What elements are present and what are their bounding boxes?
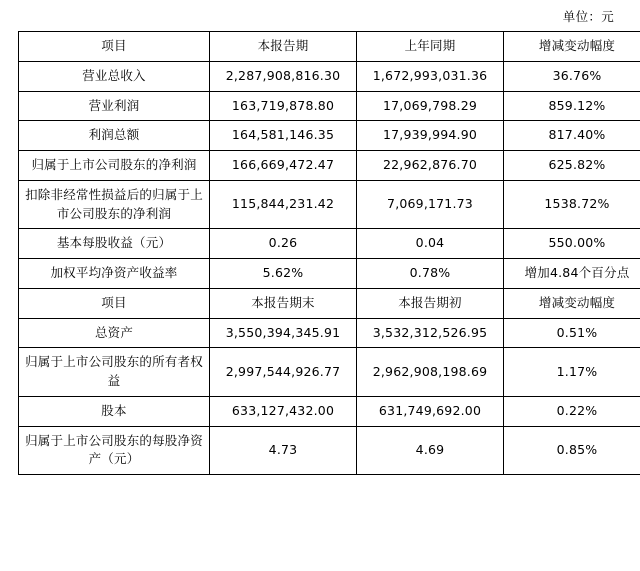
row-value-change: 0.22% [504,396,640,426]
row-value-current: 163,719,878.80 [210,91,357,121]
table-header-row-1 [19,32,640,62]
table-row [19,318,640,348]
table-row [19,91,640,121]
row-value-previous: 22,962,876.70 [357,151,504,181]
row-value-change: 0.51% [504,318,640,348]
row-label: 加权平均净资产收益率 [19,259,210,289]
column-header-item: 项目 [19,288,210,318]
row-value-previous: 0.04 [357,229,504,259]
column-header-prior-period: 上年同期 [357,32,504,62]
row-label: 归属于上市公司股东的每股净资产（元） [19,426,210,475]
row-value-change: 1538.72% [504,180,640,229]
column-header-period-end: 本报告期末 [210,288,357,318]
row-label: 总资产 [19,318,210,348]
unit-note: 单位：元 [562,9,614,24]
column-header-change: 增减变动幅度 [504,32,640,62]
row-value-current: 3,550,394,345.91 [210,318,357,348]
row-value-previous: 631,749,692.00 [357,396,504,426]
table-row [19,180,640,229]
row-label: 营业利润 [19,91,210,121]
row-value-current: 2,287,908,816.30 [210,61,357,91]
row-value-current: 115,844,231.42 [210,180,357,229]
row-value-previous: 7,069,171.73 [357,180,504,229]
table-row [19,426,640,475]
row-value-current: 2,997,544,926.77 [210,348,357,397]
row-value-change: 550.00% [504,229,640,259]
row-value-previous: 0.78% [357,259,504,289]
row-value-previous: 1,672,993,031.36 [357,61,504,91]
table-row [19,348,640,397]
row-value-change: 625.82% [504,151,640,181]
row-value-previous: 17,069,798.29 [357,91,504,121]
column-header-current-period: 本报告期 [210,32,357,62]
row-value-current: 0.26 [210,229,357,259]
row-value-change: 36.76% [504,61,640,91]
table-row [19,259,640,289]
table-row [19,121,640,151]
table-row [19,151,640,181]
row-value-change: 0.85% [504,426,640,475]
row-label: 营业总收入 [19,61,210,91]
row-value-change: 1.17% [504,348,640,397]
row-label: 扣除非经常性损益后的归属于上市公司股东的净利润 [19,180,210,229]
table-header-row-2 [19,288,640,318]
row-value-previous: 17,939,994.90 [357,121,504,151]
row-label: 股本 [19,396,210,426]
row-value-current: 5.62% [210,259,357,289]
row-label: 归属于上市公司股东的所有者权益 [19,348,210,397]
row-value-current: 633,127,432.00 [210,396,357,426]
row-label: 利润总额 [19,121,210,151]
table-row [19,396,640,426]
row-value-change: 817.40% [504,121,640,151]
row-value-previous: 3,532,312,526.95 [357,318,504,348]
row-value-current: 164,581,146.35 [210,121,357,151]
row-label: 归属于上市公司股东的净利润 [19,151,210,181]
row-label: 基本每股收益（元） [19,229,210,259]
column-header-item: 项目 [19,32,210,62]
row-value-current: 4.73 [210,426,357,475]
table-row [19,229,640,259]
row-value-previous: 4.69 [357,426,504,475]
row-value-previous: 2,962,908,198.69 [357,348,504,397]
row-value-change: 增加4.84个百分点 [504,259,640,289]
column-header-change: 增减变动幅度 [504,288,640,318]
column-header-period-begin: 本报告期初 [357,288,504,318]
financial-summary-table [18,31,640,475]
row-value-change: 859.12% [504,91,640,121]
table-row [19,61,640,91]
row-value-current: 166,669,472.47 [210,151,357,181]
